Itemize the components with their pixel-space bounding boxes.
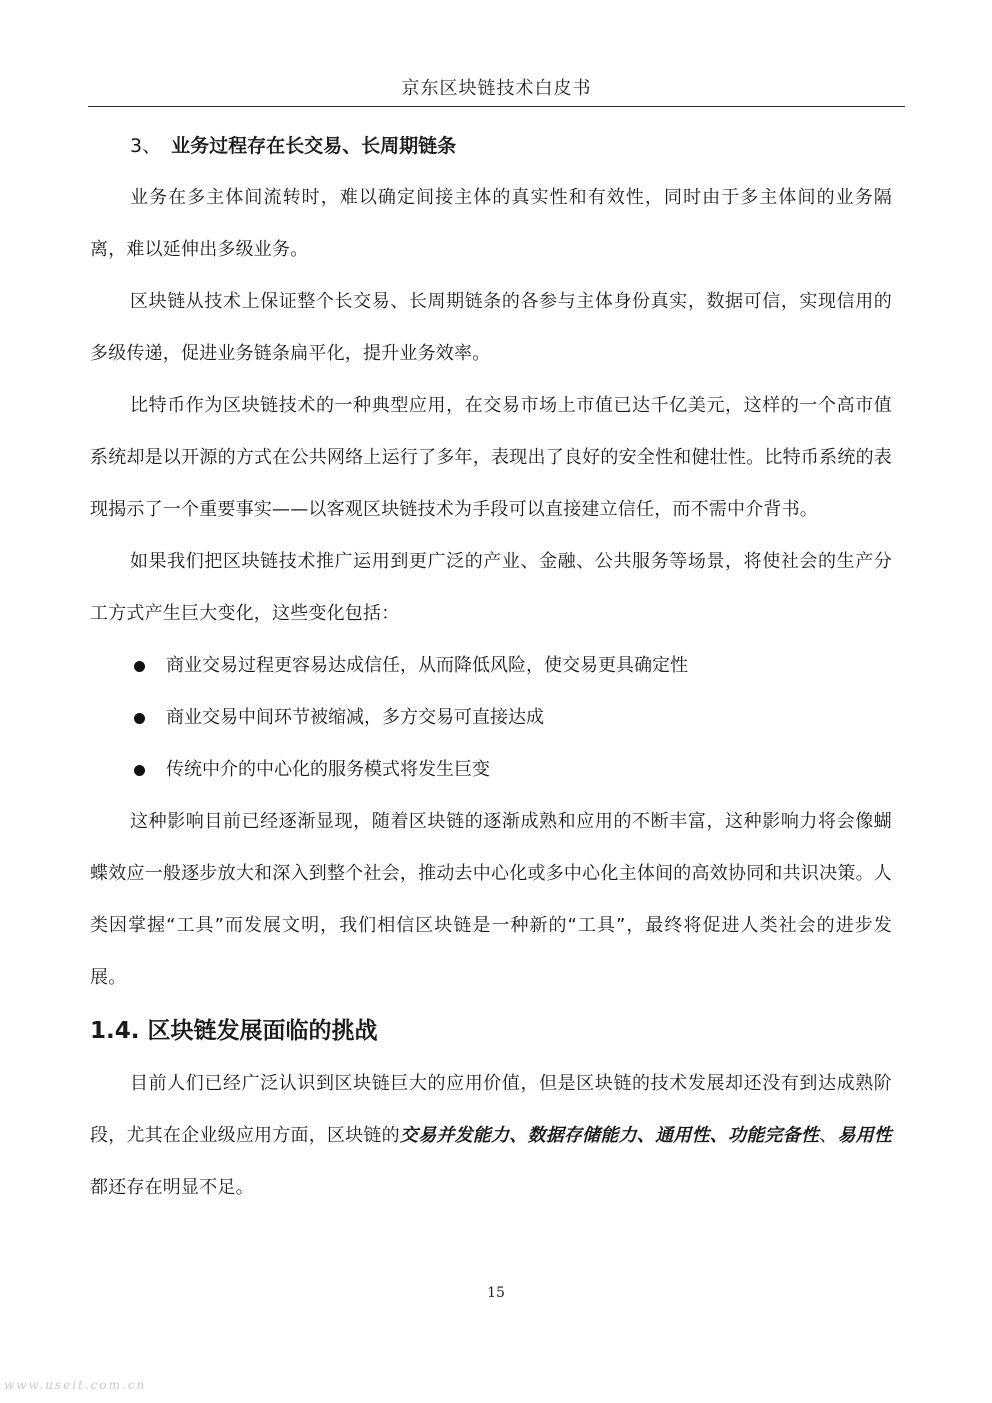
list-item-text: 商业交易过程更容易达成信任，从而降低风险，使交易更具确定性 — [166, 655, 688, 676]
plain-separator: 、 — [819, 1125, 838, 1146]
list-item-text: 商业交易中间环节被缩减，多方交易可直接达成 — [166, 707, 544, 728]
emphasis-usability: 易用性 — [837, 1125, 893, 1146]
paragraph-5: 这种影响目前已经逐渐显现，随着区块链的逐渐成熟和应用的不断丰富，这种影响力将会像蝴蝶效应一般逐步放大和深入到整个社会，推动去中心化或多中心化主体间的高效协同和共识决策。人类因掌握“工具”而发展文明，我们相信区块链是一种新的“工具”，最终将促进人类社会的进步发展。 — [90, 811, 892, 988]
emphasis-completeness: 功能完备性 — [728, 1125, 820, 1146]
emphasis-concurrency: 交易并发能力 — [399, 1125, 510, 1146]
section-title: 业务过程存在长交易、长周期链条 — [171, 135, 457, 157]
emphasis-storage: 数据存储能力 — [527, 1125, 637, 1146]
emphasis-separator: 、 — [709, 1125, 728, 1146]
watermark: www.useit.com.cn — [4, 1378, 147, 1392]
bullet-list — [90, 640, 892, 796]
bullet-icon — [134, 765, 145, 776]
paragraph-challenges — [90, 1058, 892, 1214]
section-heading-1-4: 1.4. 区块链发展面临的挑战 — [90, 1018, 378, 1044]
header-divider — [88, 106, 905, 107]
emphasis-generality: 通用性 — [655, 1125, 710, 1146]
challenges-outro: 都还存在明显不足。 — [90, 1177, 254, 1198]
bullet-icon — [134, 661, 145, 672]
paragraph-2: 区块链从技术上保证整个长交易、长周期链条的各参与主体身份真实，数据可信，实现信用的多级传递，促进业务链条扁平化，提升业务效率。 — [90, 291, 892, 364]
section-number: 3、 — [130, 135, 162, 157]
paragraph-4: 如果我们把区块链技术推广运用到更广泛的产业、金融、公共服务等场景，将使社会的生产分工方式产生巨大变化，这些变化包括： — [90, 551, 892, 624]
bullet-icon — [134, 713, 145, 724]
paragraph-1: 业务在多主体间流转时，难以确定间接主体的真实性和有效性，同时由于多主体间的业务隔离，难以延伸出多级业务。 — [90, 187, 892, 260]
paragraph-3: 比特币作为区块链技术的一种典型应用，在交易市场上市值已达千亿美元，这样的一个高市值系统却是以开源的方式在公共网络上运行了多年，表现出了良好的安全性和健壮性。比特币系统的表现揭示了一个重要事实——以客观区块链技术为手段可以直接建立信任，而不需中介背书。 — [90, 395, 892, 520]
list-item — [90, 744, 892, 796]
emphasis-separator: 、 — [509, 1125, 528, 1146]
list-item — [90, 640, 892, 692]
list-item — [90, 692, 892, 744]
document-header-title: 京东区块链技术白皮书 — [401, 78, 592, 99]
page-number: 15 — [487, 1285, 505, 1301]
emphasis-separator: 、 — [636, 1125, 656, 1146]
challenges-intro: 目前人们已经广泛认识到区块链巨大的应用价值，但是区块链的技术发展却还没有到达成熟阶段，尤其在企业级应用方面，区块链的 — [90, 1073, 892, 1146]
section-heading-3 — [90, 120, 892, 172]
page-body — [90, 120, 892, 1214]
list-item-text: 传统中介的中心化的服务模式将发生巨变 — [166, 759, 490, 780]
